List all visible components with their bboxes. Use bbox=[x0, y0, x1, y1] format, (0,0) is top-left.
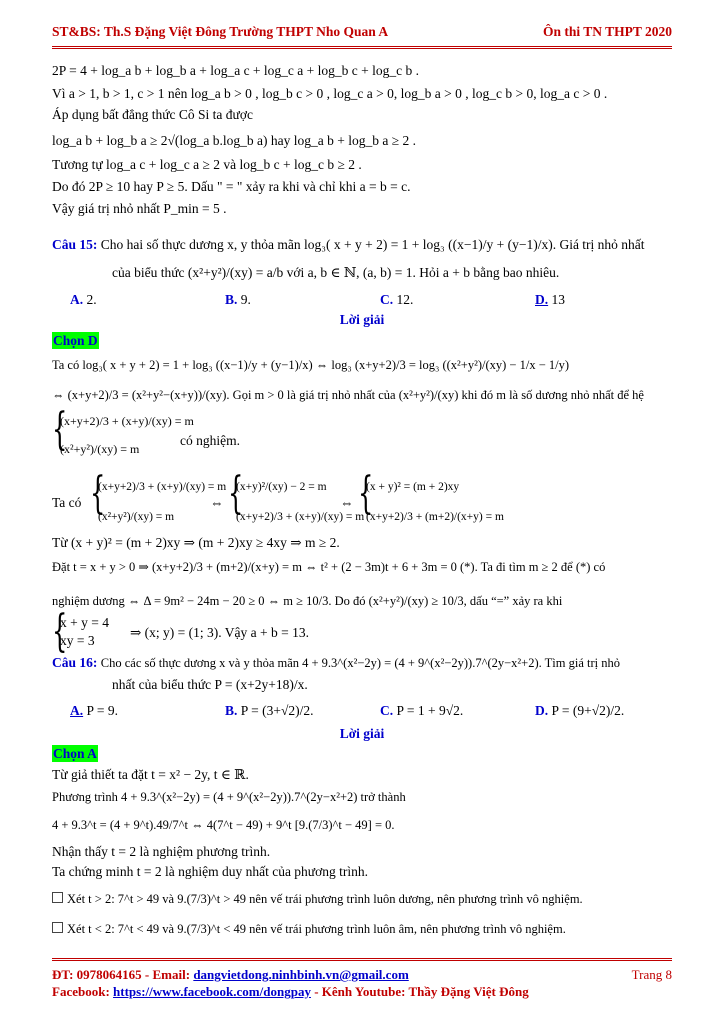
header-left: ST&BS: Th.S Đặng Việt Đông Trường THPT Nho Quan A bbox=[52, 24, 389, 39]
solution-line: Từ (x + y)² = (m + 2)xy ⇒ (m + 2)xy ≥ 4xy ⇒ m ≥ 2. bbox=[52, 535, 340, 550]
text-line: Vì a > 1, b > 1, c > 1 nên log_a b > 0 , log_b c > 0 , log_c a > 0, log_b a > 0 , log_c b > 0, log_a c > 0 . bbox=[52, 86, 608, 101]
question-label: Câu 15: bbox=[52, 237, 98, 252]
solution-line: ⇔ (x+y+2)/3 = (x²+y²−(x+y))/(xy). Gọi m > 0 là giá trị nhỏ nhất của (x²+y²)/(xy) khi đó m là số dương nhỏ nhất để hệ bbox=[52, 388, 644, 402]
footer-line-1 bbox=[52, 966, 672, 983]
solution-heading: Lời giải bbox=[339, 726, 385, 741]
option-value: 12. bbox=[396, 292, 414, 307]
system-eq-1: (x+y+2)/3 + (x+y)/(xy) = m bbox=[60, 414, 194, 428]
option-value: P = 9. bbox=[86, 703, 118, 718]
solution-heading: Lời giải bbox=[339, 312, 385, 327]
footer-line-2 bbox=[52, 983, 672, 1000]
option-b[interactable] bbox=[225, 703, 314, 719]
footer-rule bbox=[52, 958, 672, 961]
solution-line: Nhận thấy t = 2 là nghiệm phương trình. bbox=[52, 844, 271, 859]
question-16 bbox=[52, 654, 620, 672]
system-eq-2: xy = 3 bbox=[60, 633, 95, 648]
page-header bbox=[52, 24, 672, 46]
text-line: Tương tự log_a c + log_c a ≥ 2 và log_b c + log_c b ≥ 2 . bbox=[52, 157, 362, 172]
option-c[interactable] bbox=[380, 292, 413, 308]
option-value: P = (3+√2)/2. bbox=[240, 703, 314, 718]
question-text-2: của biểu thức (x²+y²)/(xy) = a/b với a, b ∈ ℕ, (a, b) = 1. Hỏi a + b bằng bao nhiêu. bbox=[112, 265, 560, 280]
question-text: Cho các số thực dương x và y thỏa mãn 4 + 9.3^(x²−2y) = (4 + 9^(x²−2y)).7^(2y−x²+2). Tìm giá trị nhỏ bbox=[100, 656, 620, 670]
option-key: A. bbox=[70, 703, 84, 718]
solution-line: Từ giả thiết ta đặt t = x² − 2y, t ∈ ℝ. bbox=[52, 767, 249, 782]
option-key: B. bbox=[225, 292, 238, 307]
system-brace: { bbox=[52, 404, 68, 455]
header-right: Ôn thi TN THPT 2020 bbox=[542, 24, 672, 39]
text-line: Vậy giá trị nhỏ nhất P_min = 5 . bbox=[52, 201, 227, 216]
equiv-sign: ⇔ bbox=[340, 495, 354, 510]
option-value: P = (9+√2)/2. bbox=[551, 703, 625, 718]
question-text-2: nhất của biểu thức P = (x+2y+18)/x. bbox=[112, 677, 308, 692]
header-rule bbox=[52, 46, 672, 49]
option-value: 9. bbox=[240, 292, 251, 307]
solution-line: nghiệm dương ⇔ Δ = 9m² − 24m − 20 ≥ 0 ⇔ m ≥ 10/3. Do đó (x²+y²)/(xy) ≥ 10/3, dấu “=” xảy ra khi bbox=[52, 594, 563, 608]
question-15 bbox=[52, 236, 645, 254]
system-brace: { bbox=[90, 468, 106, 519]
footer-youtube-label: - Kênh Youtube: Thầy Đặng Việt Đông bbox=[310, 984, 529, 999]
option-value: 13 bbox=[551, 292, 565, 307]
text-line: log_a b + log_b a ≥ 2√(log_a b.log_b a) hay log_a b + log_b a ≥ 2 . bbox=[52, 133, 417, 148]
case-text: Xét t < 2: 7^t < 49 và 9.(7/3)^t < 49 nên vế trái phương trình luôn âm, nên phương trình vô nghiệm. bbox=[67, 922, 566, 936]
solution-line: Ta có log₃( x + y + 2) = 1 + log₃ ((x−1)/y + (y−1)/x) ⇔ log₃ (x+y+2)/3 = log₃ ((x²+y²)/(xy) − 1/x − 1/y) bbox=[52, 358, 570, 372]
system-eq-1: x + y = 4 bbox=[60, 615, 109, 630]
option-b[interactable] bbox=[225, 292, 251, 308]
option-key: D. bbox=[535, 292, 549, 307]
option-d[interactable] bbox=[535, 292, 565, 308]
footer-phone-email-label: ĐT: 0978064165 - Email: bbox=[52, 967, 194, 982]
answer-tag: Chọn D bbox=[53, 333, 98, 348]
text-line: 2P = 4 + log_a b + log_b a + log_a c + log_c a + log_b c + log_c b . bbox=[52, 63, 419, 78]
option-key: D. bbox=[535, 703, 549, 718]
system-brace: { bbox=[358, 468, 374, 519]
solution-line: Phương trình 4 + 9.3^(x²−2y) = (4 + 9^(x²−2y)).7^(2y−x²+2) trở thành bbox=[52, 790, 406, 804]
footer-facebook-label: Facebook: bbox=[52, 984, 114, 999]
equiv-sign: ⇔ bbox=[210, 495, 224, 510]
question-label: Câu 16: bbox=[52, 655, 98, 670]
case-line bbox=[52, 890, 583, 908]
solution-line: Ta chứng minh t = 2 là nghiệm duy nhất của phương trình. bbox=[52, 864, 369, 879]
option-key: B. bbox=[225, 703, 238, 718]
option-a[interactable] bbox=[70, 703, 118, 719]
solution-line: Ta có bbox=[52, 495, 82, 510]
option-value: P = 1 + 9√2. bbox=[396, 703, 464, 718]
question-text: Cho hai số thực dương x, y thỏa mãn log₃( x + y + 2) = 1 + log₃ ((x−1)/y + (y−1)/x). Giá trị nhỏ nhất bbox=[100, 237, 645, 252]
option-c[interactable] bbox=[380, 703, 463, 719]
option-key: C. bbox=[380, 292, 394, 307]
system-eq: (x+y+2)/3 + (x+y)/(xy) = m bbox=[98, 481, 227, 493]
solution-line: 4 + 9.3^t = (4 + 9^t).49/7^t ⇔ 4(7^t − 49) + 9^t [9.(7/3)^t − 49] = 0. bbox=[52, 818, 395, 832]
option-key: C. bbox=[380, 703, 394, 718]
text-line: Áp dụng bất đẳng thức Cô Si ta được bbox=[52, 107, 253, 122]
system-brace: { bbox=[52, 606, 68, 657]
checkbox-icon bbox=[52, 892, 63, 903]
option-value: 2. bbox=[86, 292, 97, 307]
system-eq-2: (x²+y²)/(xy) = m bbox=[60, 442, 140, 456]
case-line bbox=[52, 920, 566, 938]
option-d[interactable] bbox=[535, 703, 624, 719]
solution-line: có nghiệm. bbox=[180, 433, 240, 448]
answer-tag: Chọn A bbox=[53, 746, 97, 761]
solution-line: ⇒ (x; y) = (1; 3). Vậy a + b = 13. bbox=[130, 625, 310, 640]
footer-facebook-link[interactable]: https://www.facebook.com/dongpay bbox=[113, 984, 311, 999]
system-brace: { bbox=[228, 468, 244, 519]
text-line: Do đó 2P ≥ 10 hay P ≥ 5. Dấu " = " xảy ra khi và chỉ khi a = b = c. bbox=[52, 179, 411, 194]
system-eq: (x+y+2)/3 + (m+2)/(x+y) = m bbox=[366, 511, 504, 523]
page-number: Trang 8 bbox=[631, 967, 672, 982]
case-text: Xét t > 2: 7^t > 49 và 9.(7/3)^t > 49 nên vế trái phương trình luôn dương, nên phương trình vô nghiệm. bbox=[67, 892, 583, 906]
system-eq: (x + y)² = (m + 2)xy bbox=[366, 481, 460, 493]
footer-email-link[interactable]: dangvietdong.ninhbinh.vn@gmail.com bbox=[193, 967, 409, 982]
checkbox-icon bbox=[52, 922, 63, 933]
system-eq: (x²+y²)/(xy) = m bbox=[98, 511, 175, 523]
option-key: A. bbox=[70, 292, 84, 307]
option-a[interactable] bbox=[70, 292, 97, 308]
solution-line: Đặt t = x + y > 0 ⇒ (x+y+2)/3 + (m+2)/(x+y) = m ⇔ t² + (2 − 3m)t + 6 + 3m = 0 (*). Ta đi tìm m ≥ 2 để (*) có bbox=[52, 560, 606, 574]
system-eq: (x+y+2)/3 + (x+y)/(xy) = m bbox=[236, 511, 365, 523]
page-footer bbox=[52, 966, 672, 1000]
system-eq: (x+y)²/(xy) − 2 = m bbox=[236, 481, 327, 493]
